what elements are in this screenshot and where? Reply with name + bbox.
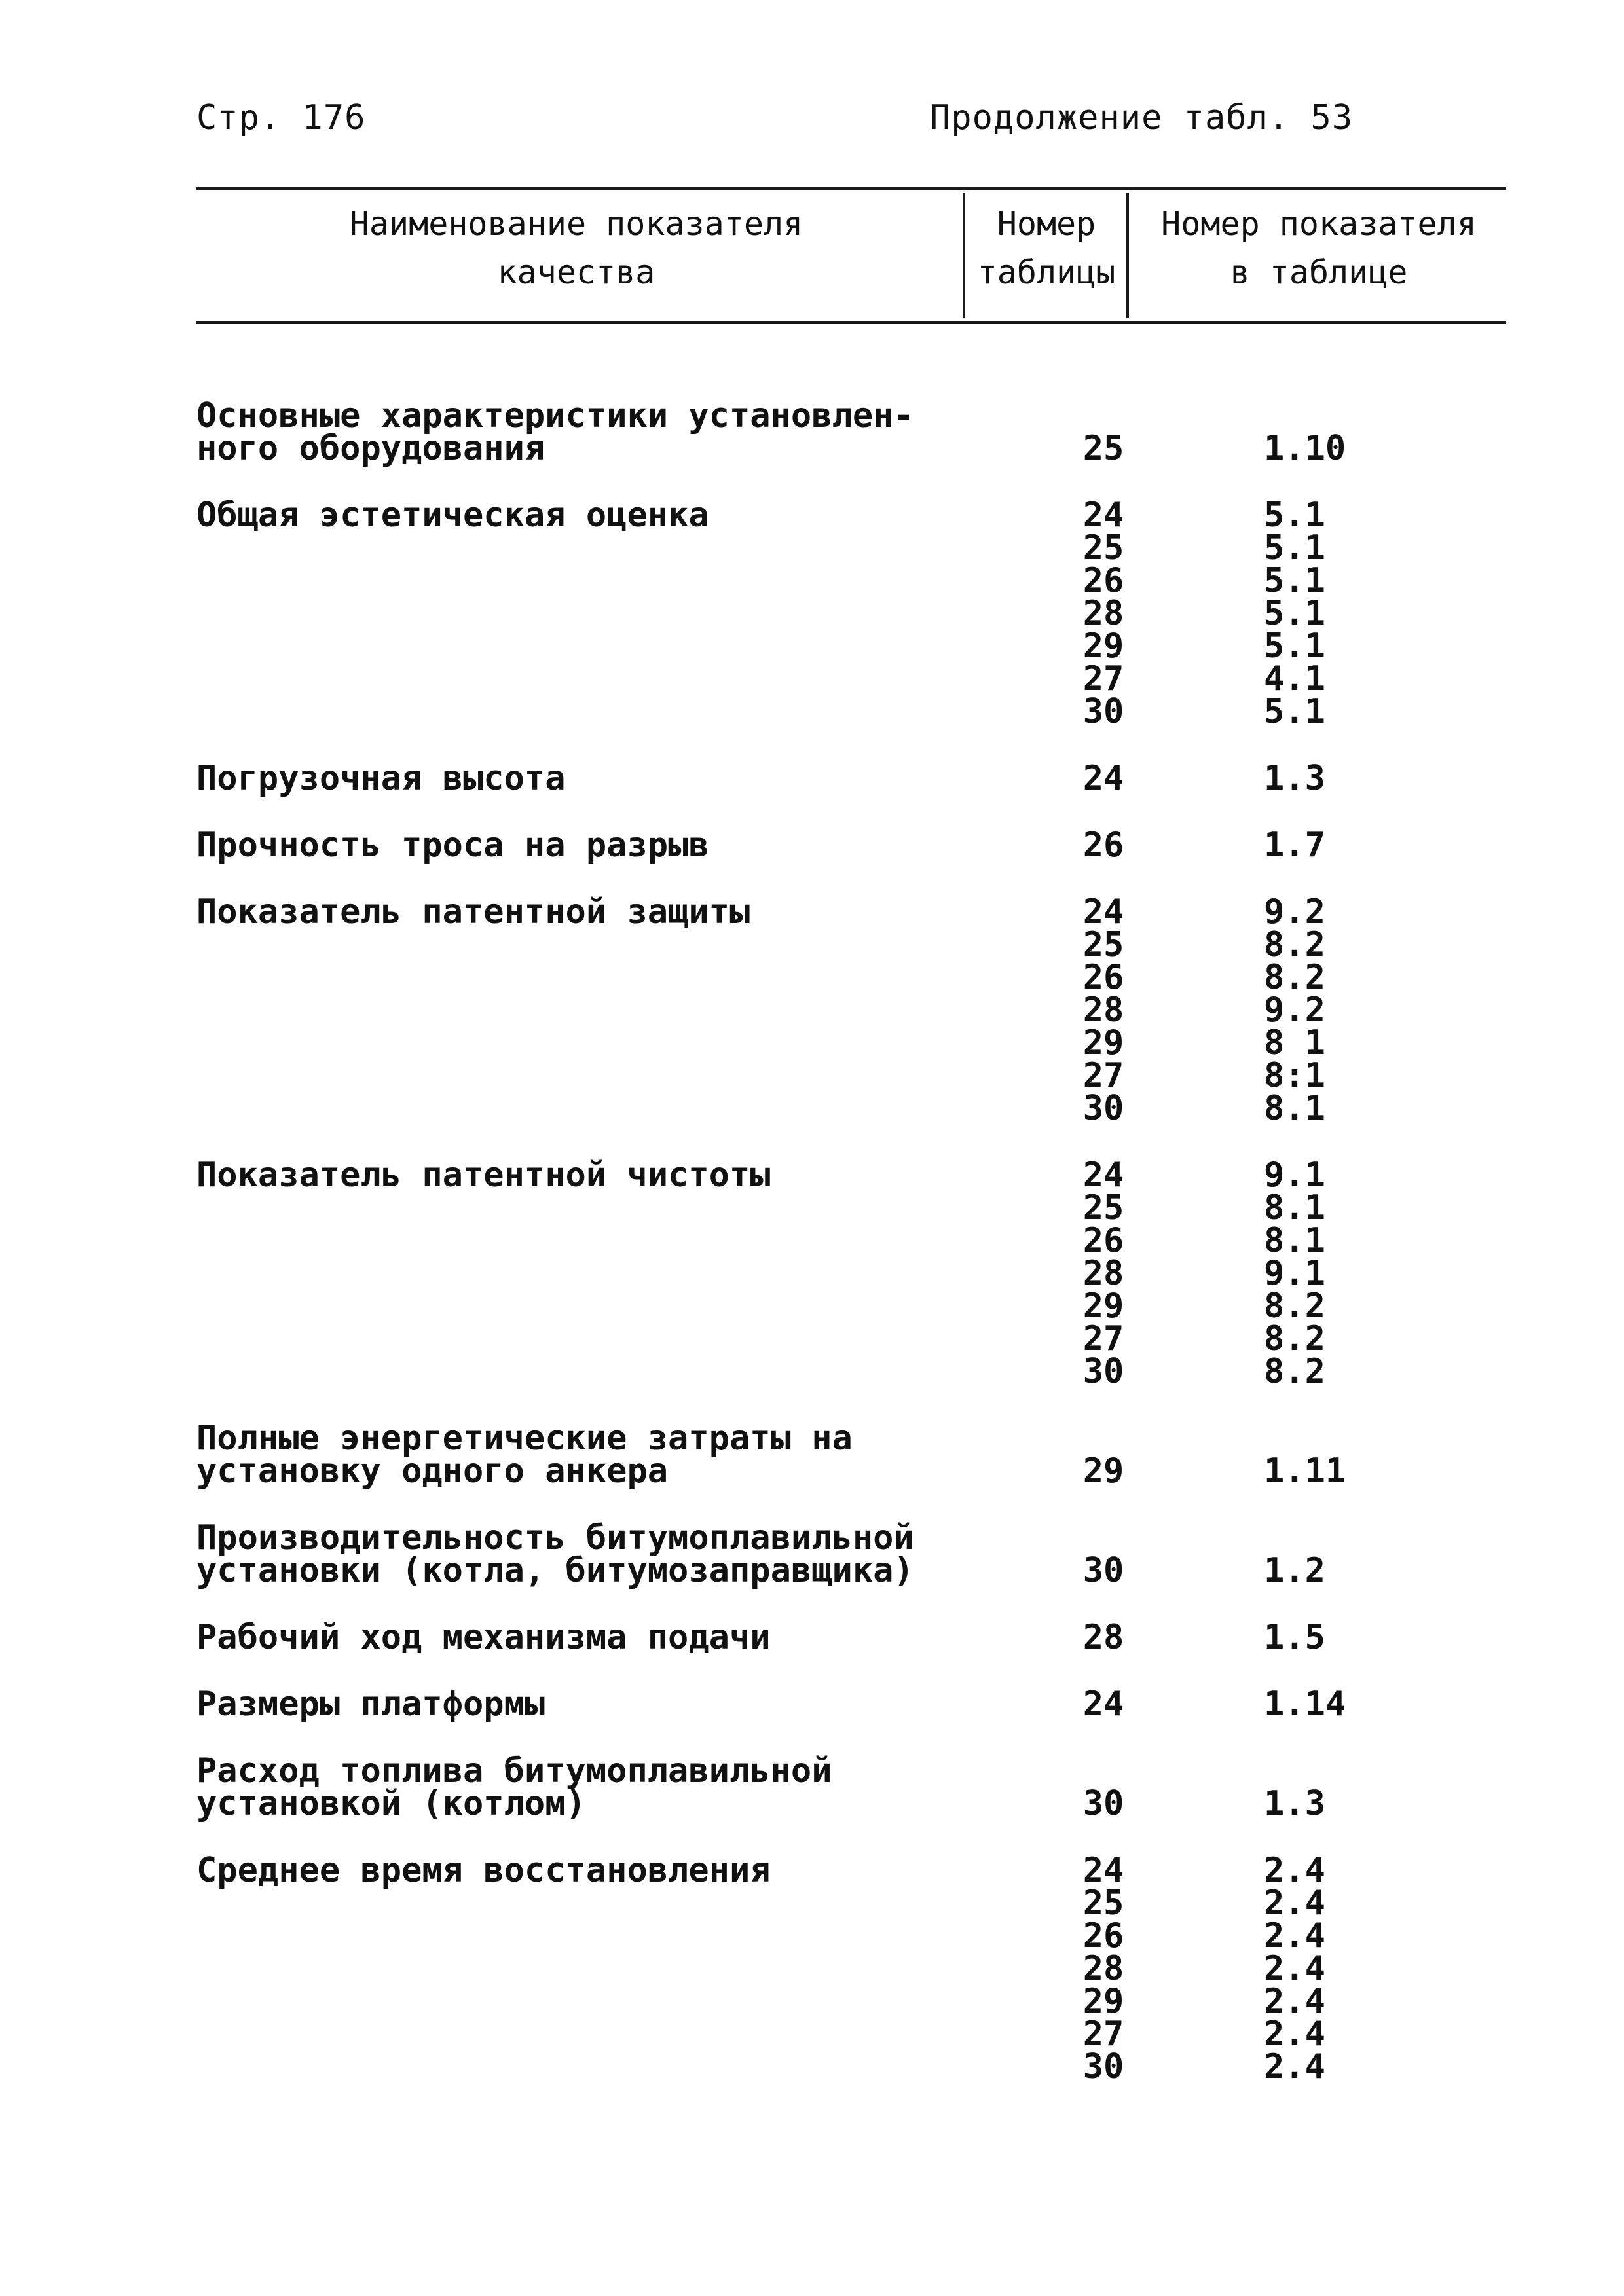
indicator-index: 5.1: [1264, 561, 1325, 600]
indicator-index: 5.1: [1264, 528, 1325, 568]
indicator-index-cell: [1179, 399, 1506, 468]
page-number: Стр. 176: [196, 98, 366, 137]
table-number: 30: [1082, 1551, 1124, 1590]
indicator-name: Полные энергетические затраты на установку одного анкера: [196, 1419, 853, 1491]
table-number: 25: [1082, 528, 1124, 568]
indicator-index: 2.4: [1264, 2014, 1325, 2054]
table-number: 30: [1082, 1089, 1124, 1128]
column-header-line: Номер показателя: [1161, 205, 1477, 243]
table-row: [196, 1751, 1506, 1823]
column-header-indicator-name: [196, 200, 956, 297]
table-number-cell: [982, 1755, 1179, 1823]
table-row: [196, 1851, 1506, 2086]
table-row: [196, 826, 1506, 865]
table-number-cell: [982, 399, 1179, 468]
table-number: 29: [1082, 1023, 1124, 1063]
indicator-index-cell: [1179, 1422, 1506, 1491]
table-number: 24: [1082, 759, 1124, 798]
indicator-index: 8.2: [1264, 1352, 1325, 1391]
table-number: 25: [1082, 925, 1124, 964]
indicator-name: Размеры платформы: [196, 1685, 545, 1724]
indicator-name: Прочность троса на разрыв: [196, 826, 709, 865]
table-number: 27: [1082, 659, 1124, 699]
indicator-index-cell: [1179, 1755, 1506, 1823]
table-row: [196, 892, 1506, 1128]
column-header-line: таблицы: [977, 253, 1116, 291]
table-number: 26: [1082, 1916, 1124, 1956]
indicator-index: 8.2: [1264, 1319, 1325, 1358]
table-number: 26: [1082, 958, 1124, 997]
table-number-cell: [982, 1685, 1179, 1724]
column-header-line: качества: [497, 253, 655, 291]
indicator-name: Показатель патентной чистоты: [196, 1156, 771, 1195]
table-row: [196, 396, 1506, 468]
table-row: [196, 1618, 1506, 1657]
indicator-index: 1.14: [1264, 1685, 1346, 1724]
table-number: 24: [1082, 1156, 1124, 1195]
table-number: 28: [1082, 1618, 1124, 1657]
indicator-index: 9.2: [1264, 892, 1325, 932]
indicator-index-cell: [1179, 1685, 1506, 1724]
indicator-index: 8:1: [1264, 1056, 1325, 1095]
table-number-cell: [982, 1422, 1179, 1491]
indicator-index-cell: [1179, 892, 1506, 1128]
indicator-index: 1.7: [1264, 826, 1325, 865]
indicator-index: 5.1: [1264, 627, 1325, 666]
table-number: 28: [1082, 1949, 1124, 1988]
table-number-cell: [982, 892, 1179, 1128]
indicator-index: 1.11: [1264, 1451, 1346, 1491]
table-body: [196, 396, 1506, 2117]
indicator-index: 2.4: [1264, 1982, 1325, 2021]
table-number: 27: [1082, 2014, 1124, 2054]
table-row: [196, 1156, 1506, 1391]
table-number: 29: [1082, 627, 1124, 666]
indicator-index: 5.1: [1264, 594, 1325, 633]
indicator-index-cell: [1179, 1156, 1506, 1391]
indicator-name: Расход топлива битумоплавильной установкой (котлом): [196, 1751, 832, 1823]
indicator-name: Производительность битумоплавильной установки (котла, битумозаправщика): [196, 1518, 914, 1590]
table-row: [196, 1518, 1506, 1590]
indicator-index: 1.3: [1264, 1784, 1325, 1823]
indicator-index: 8.2: [1264, 958, 1325, 997]
column-header-table-number: [968, 200, 1125, 297]
indicator-name: Рабочий ход механизма подачи: [196, 1618, 771, 1657]
table-row: [196, 1685, 1506, 1724]
indicator-index: 2.4: [1264, 1916, 1325, 1956]
indicator-name: Показатель патентной защиты: [196, 892, 750, 932]
indicator-index: 8.1: [1264, 1089, 1325, 1128]
column-header-indicator-index: [1132, 200, 1506, 297]
indicator-index-cell: [1179, 1522, 1506, 1590]
table-number: 28: [1082, 991, 1124, 1030]
indicator-index-cell: [1179, 1618, 1506, 1657]
indicator-index-cell: [1179, 826, 1506, 865]
table-number: 25: [1082, 429, 1124, 468]
table-number: 30: [1082, 1352, 1124, 1391]
table-number: 26: [1082, 1221, 1124, 1260]
indicator-index-cell: [1179, 496, 1506, 731]
column-header-line: Номер: [997, 205, 1096, 243]
table-top-rule: [196, 187, 1506, 190]
indicator-index: 8 1: [1264, 1023, 1325, 1063]
indicator-index: 8.1: [1264, 1188, 1325, 1228]
indicator-index: 2.4: [1264, 1851, 1325, 1890]
table-number: 25: [1082, 1884, 1124, 1923]
indicator-index: 2.4: [1264, 2047, 1325, 2086]
table-row: [196, 1419, 1506, 1491]
indicator-index: 2.4: [1264, 1949, 1325, 1988]
table-number: 30: [1082, 1784, 1124, 1823]
indicator-index: 9.1: [1264, 1156, 1325, 1195]
column-divider-1: [963, 193, 965, 318]
table-number-cell: [982, 1851, 1179, 2086]
indicator-name: Среднее время восстановления: [196, 1851, 771, 1890]
table-number: 29: [1082, 1286, 1124, 1326]
table-continuation-label: Продолжение табл. 53: [930, 98, 1354, 137]
table-number: 24: [1082, 892, 1124, 932]
indicator-index-cell: [1179, 759, 1506, 798]
table-number: 30: [1082, 2047, 1124, 2086]
table-number: 29: [1082, 1451, 1124, 1491]
indicator-index: 8.1: [1264, 1221, 1325, 1260]
indicator-index: 4.1: [1264, 659, 1325, 699]
table-number: 27: [1082, 1319, 1124, 1358]
indicator-index: 8.2: [1264, 925, 1325, 964]
table-row: [196, 496, 1506, 731]
indicator-index: 9.1: [1264, 1254, 1325, 1293]
indicator-index: 9.2: [1264, 991, 1325, 1030]
table-number: 24: [1082, 496, 1124, 535]
table-header-rule: [196, 321, 1506, 324]
indicator-name: Основные характеристики установлен- ного оборудования: [196, 396, 914, 468]
indicator-index: 5.1: [1264, 692, 1325, 731]
column-header-line: Наименование показателя: [349, 205, 803, 243]
indicator-name: Погрузочная высота: [196, 759, 566, 798]
table-number-cell: [982, 759, 1179, 798]
indicator-index-cell: [1179, 1851, 1506, 2086]
indicator-index: 2.4: [1264, 1884, 1325, 1923]
table-number: 26: [1082, 561, 1124, 600]
table-number: 30: [1082, 692, 1124, 731]
indicator-index: 1.2: [1264, 1551, 1325, 1590]
table-number-cell: [982, 496, 1179, 731]
indicator-index: 1.10: [1264, 429, 1346, 468]
column-divider-2: [1126, 193, 1129, 318]
table-row: [196, 759, 1506, 798]
table-number: 29: [1082, 1982, 1124, 2021]
table-number-cell: [982, 1156, 1179, 1391]
table-number-cell: [982, 1618, 1179, 1657]
indicator-name: Общая эстетическая оценка: [196, 496, 709, 535]
column-header-line: в таблице: [1230, 253, 1408, 291]
table-number: 27: [1082, 1056, 1124, 1095]
table-number-cell: [982, 826, 1179, 865]
indicator-index: 8.2: [1264, 1286, 1325, 1326]
table-number: 25: [1082, 1188, 1124, 1228]
table-number: 24: [1082, 1685, 1124, 1724]
table-number: 28: [1082, 594, 1124, 633]
table-number: 24: [1082, 1851, 1124, 1890]
indicator-index: 1.5: [1264, 1618, 1325, 1657]
table-number: 28: [1082, 1254, 1124, 1293]
table-number-cell: [982, 1522, 1179, 1590]
table-number: 26: [1082, 826, 1124, 865]
indicator-index: 1.3: [1264, 759, 1325, 798]
indicator-index: 5.1: [1264, 496, 1325, 535]
